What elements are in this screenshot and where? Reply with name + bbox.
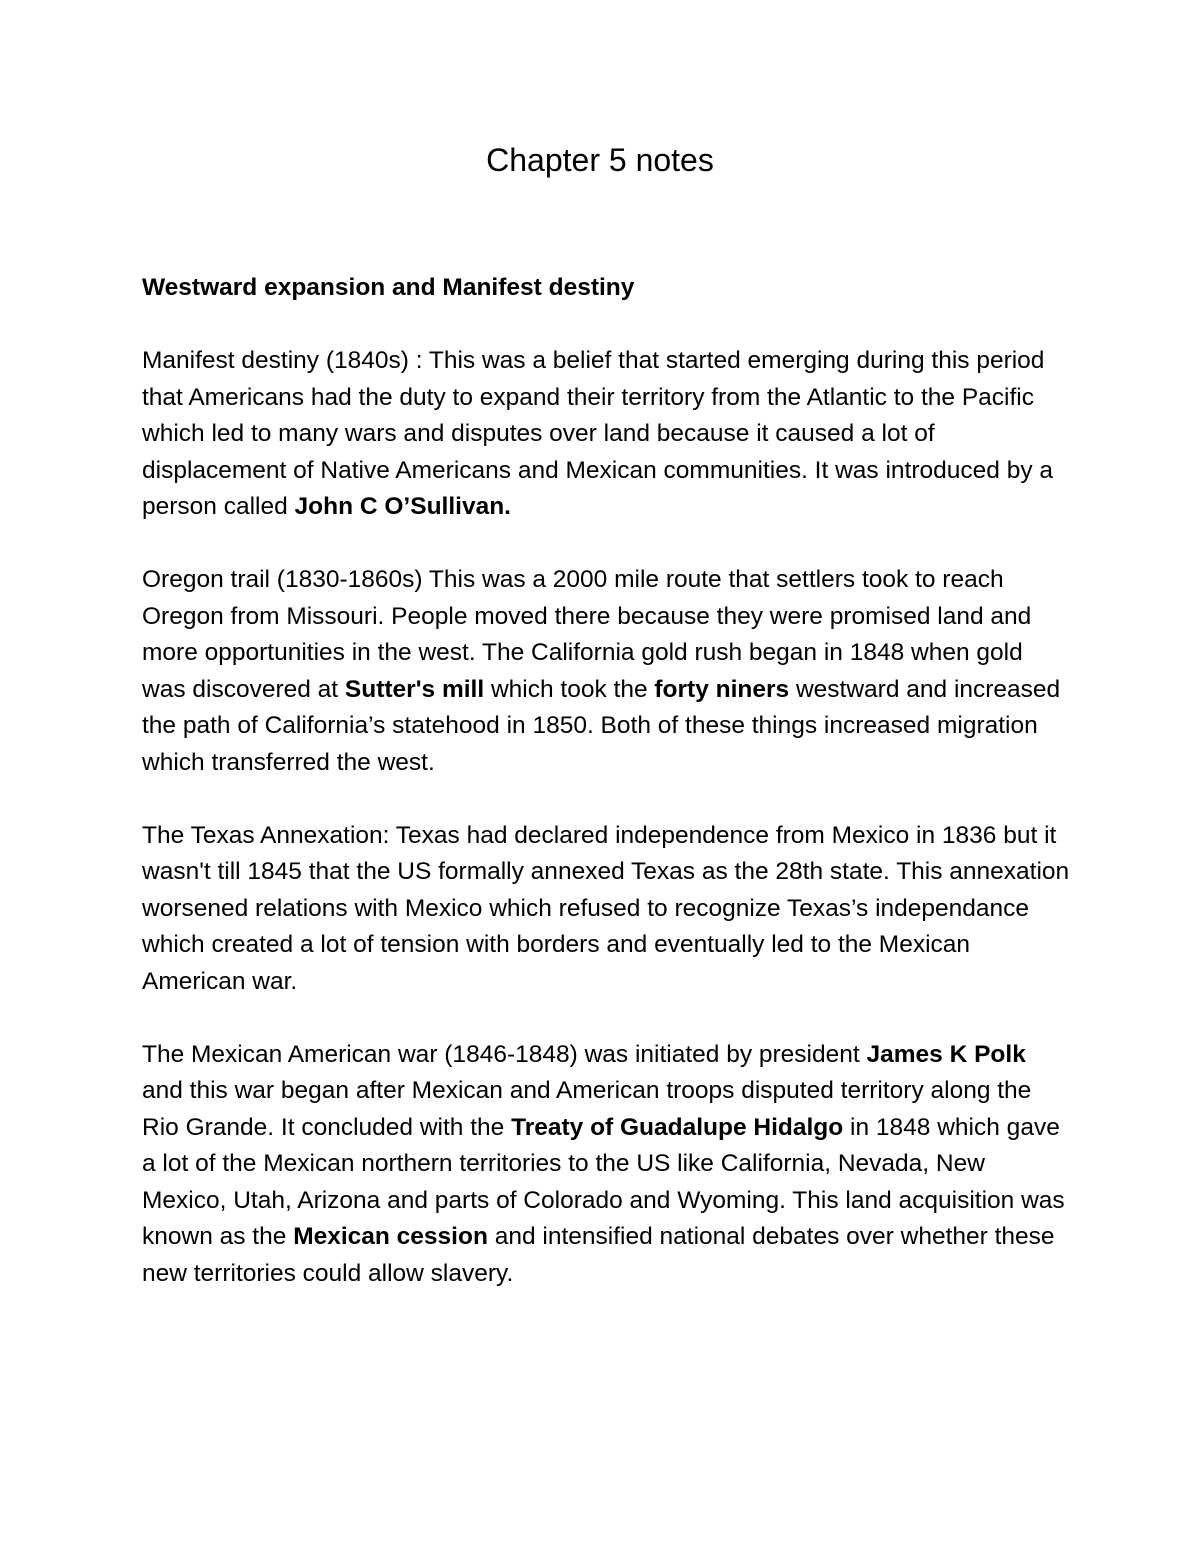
bold-term: John C O’Sullivan. [294, 493, 511, 520]
paragraph-oregon-trail [142, 562, 1072, 781]
paragraph-text: Manifest destiny (1840s) : This was a belief that started emerging during this period that Americans had the duty to expand their territory from the Atlantic to the Pacific which led to many wars and disputes over land because it caused a lot of displacement of Native Americans and Mexican communities. It was introduced by a person called [142, 347, 1054, 520]
paragraph-text: which took the [484, 675, 655, 703]
paragraph-text: and this war began after Mexican and American troops disputed territory along the Rio Grande. It concluded with the [142, 1077, 1032, 1141]
document-title: Chapter 5 notes [486, 142, 714, 178]
paragraph-manifest-destiny [142, 343, 1072, 526]
paragraph-mexican-american-war [142, 1037, 1072, 1293]
paragraph-text: The Mexican American war (1846-1848) was initiated by president [142, 1040, 867, 1068]
paragraph-text: westward and increased the path of California’s statehood in 1850. Both of these things increased migration which transferred the west. [142, 675, 1061, 776]
section-heading: Westward expansion and Manifest destiny [142, 274, 635, 301]
bold-term: Sutter's mill [344, 675, 485, 703]
paragraph-text: Oregon trail (1830-1860s) This was a 2000 mile route that settlers took to reach Oregon from Missouri. People moved there because they were promised land and more opportunities in the west. The California gold rush began in 1848 when gold was discovered at [142, 566, 1032, 703]
paragraph-text: in 1848 which gave a lot of the Mexican northern territories to the US like California, Nevada, New Mexico, Utah, Arizona and parts of Colorado and Wyoming. This land acquisition was known as the [142, 1113, 1065, 1250]
paragraph-text: The Texas Annexation: Texas had declared independence from Mexico in 1836 but it wasn't till 1845 that the US formally annexed Texas as the 28th state. This annexation worsened relations with Mexico which refused to recognize Texas’s independance which created a lot of tension with borders and eventually led to the Mexican American war. [142, 821, 1070, 995]
document-body [142, 270, 1072, 1329]
paragraph-text: and intensified national debates over whether these new territories could allow slavery. [142, 1223, 1055, 1287]
bold-term: Mexican cession [293, 1223, 488, 1250]
bold-term: James K Polk [866, 1040, 1026, 1068]
paragraph-texas-annexation [142, 818, 1072, 1001]
bold-term: forty niners [654, 675, 790, 703]
bold-term: Treaty of Guadalupe Hidalgo [511, 1113, 844, 1141]
